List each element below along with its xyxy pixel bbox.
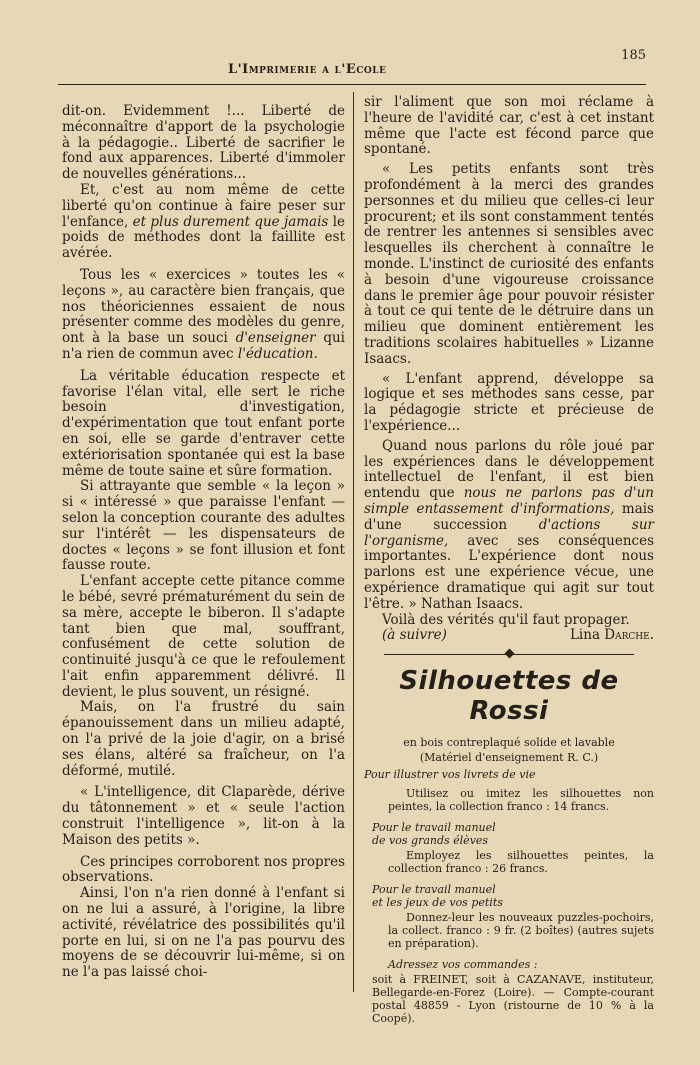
text-run: le poids de méthodes dont la faillite est avérée. <box>62 213 345 262</box>
paragraph: « L'intelligence, dit Claparède, dérive du tâtonnement » et « seule l'action construit l'intelligence », lit-on à la Maison des petits ». <box>62 784 345 848</box>
to-be-continued: (à suivre) <box>382 627 447 644</box>
ornament-diamond <box>505 649 515 659</box>
ad-heading: Pour le travail manuel <box>372 821 496 835</box>
ad-subtitle: en bois contreplaqué solide et lavable <box>403 736 615 750</box>
author-first-name: Lina <box>569 627 600 644</box>
ad-text: Employez les silhouettes peintes, la collection franco : 26 francs. <box>388 849 654 876</box>
ad-text: Donnez-leur les nouveaux puzzles-pochoirs, la collect. franco : 9 fr. (2 boîtes) (autres sujets en préparation). <box>388 911 654 951</box>
paragraph: Ainsi, l'on n'a rien donné à l'enfant si on ne lui a assuré, à l'origine, la libre activité, révélatrice des possibilités qu'il porte en lui, si on ne l'a pas pourvu des moyens de se découvrir lui-même, si on ne l'a pas laissé choi- <box>62 885 345 981</box>
paragraph: dit-on. Evidemment !... Liberté de méconnaître d'apport de la psychologie à la pédagogie.. Liberté de sacrifier le fond aux apparences. Liberté d'immoler de nouvelles générations... <box>62 103 345 183</box>
emphasis: l'éducation. <box>237 345 318 362</box>
ad-heading: et les jeux de vos petits <box>372 896 503 910</box>
paragraph: L'enfant accepte cette pitance comme le bébé, sevré prématurément du sein de sa mère, accepte le biberon. Il s'adapte tant bien que mal, souffrant, confusément de cette solution de continuité jusqu'à ce que le refoulement l'ait enfin apparemment délivré. Il devient, le plus souvent, un résigné. <box>62 573 345 700</box>
ornament-divider <box>364 648 654 660</box>
ad-subtitle: (Matériel d'enseignement R. C.) <box>419 751 599 765</box>
text-run: Tous les « exercices » toutes les « leçons », au caractère bien français, que nos théoriciennes essaient de nous présenter comme des modèles du genre, ont à la base un souci <box>62 266 345 347</box>
text-run: avec ses conséquences importantes. L'expérience dont nous parlons est une expérience vécue, une expérience dramatique qui agit sur tout l'être. » Nathan Isaacs. <box>364 532 654 612</box>
author <box>570 628 654 644</box>
page-header <box>58 44 646 94</box>
paragraph: Ces principes corroborent nos propres observations. <box>62 853 345 886</box>
paragraph: « Les petits enfants sont très profondément à la merci des grandes personnes et du milieu que celles-ci leur procurent; et ils sont constamment tentés de rentrer les antennes si sensibles avec lesquelles ils cherchent à connaître le monde. L'instinct de curiosité des enfants à besoin d'une vigoureuse croissance dans le premier âge pour pouvoir résister à tout ce qui tente de le détruire dans un milieu que dominent entièrement les traditions scolaires habituelles » Lizanne Isaacs. <box>364 161 654 367</box>
left-column <box>62 104 345 981</box>
ad-text: Utilisez ou imitez les silhouettes non peintes, la collection franco : 14 francs. <box>388 787 654 814</box>
paragraph <box>62 268 345 363</box>
text-run: mais d'une succession <box>364 500 654 533</box>
text-run: Et, c'est au nom même de cette liberté qu'on continue à faire peser sur l'enfance, <box>62 181 345 230</box>
text-run: qui n'a rien de commun avec <box>62 330 345 362</box>
emphasis: d'enseigner <box>235 330 316 347</box>
paragraph: Si attrayante que semble « la leçon » si « intéressé » que paraisse l'enfant — selon la conception courante des adultes sur l'intérêt — les dispensateurs de doctes « leçons » se font illusion et font fausse route. <box>62 478 345 574</box>
column-divider <box>353 92 354 992</box>
emphasis: d'actions sur l'organisme, <box>364 516 654 549</box>
ad-title: Silhouettes de Rossi <box>399 666 619 727</box>
paragraph: Voilà des vérités qu'il faut propager. <box>382 611 630 628</box>
paragraph: sir l'aliment que son moi réclame à l'heure de l'avidité car, c'est à cet instant même que l'acte est fécond parce que spontané. <box>364 94 654 158</box>
author-last-name: Darche. <box>604 627 654 644</box>
header-rule <box>58 84 646 85</box>
emphasis: et plus durement que jamais <box>132 213 329 230</box>
paragraph: « L'enfant apprend, développe sa logique et ses méthodes sans cesse, par la pédagogie stricte et précieuse de l'expérience... <box>364 370 654 434</box>
ad-heading: de vos grands élèves <box>372 834 489 848</box>
ad-heading: Adressez vos commandes : <box>388 958 538 972</box>
right-column <box>364 95 654 1025</box>
signature-line <box>364 628 654 644</box>
emphasis: nous ne parlons pas d'un simple entassement d'informations, <box>364 485 654 517</box>
paragraph <box>364 439 654 613</box>
text-run: Quand nous parlons du rôle joué par les expériences dans le développement intellectuel de l'enfant, il est bien entendu que <box>364 437 654 502</box>
page-number: 185 <box>621 48 646 63</box>
ad-text: soit à FREINET, soit à CAZANAVE, instituteur, Bellegarde-en-Forez (Loire). — Compte-courant postal 48859 - Lyon (ristourne de 10 % à la Coopé). <box>372 973 654 1026</box>
paragraph: Mais, on l'a frustré du sain épanouissement dans un milieu adapté, on l'a privé de la joie d'agir, on a brisé ses élans, altéré sa fraîcheur, on l'a déformé, mutilé. <box>62 699 345 779</box>
ad-heading: Pour le travail manuel <box>372 883 496 897</box>
ad-heading: Pour illustrer vos livrets de vie <box>364 768 536 782</box>
running-title: L'Imprimerie a l'Ecole <box>228 62 387 77</box>
paragraph: La véritable éducation respecte et favorise l'élan vital, elle sert le riche besoin d'investigation, d'expérimentation que tout enfant porte en soi, elle se garde d'entraver cette extériorisation spontanée qui est la base même de toute saine et sûre formation. <box>62 367 345 479</box>
advertisement <box>364 736 654 1025</box>
paragraph <box>62 183 345 262</box>
